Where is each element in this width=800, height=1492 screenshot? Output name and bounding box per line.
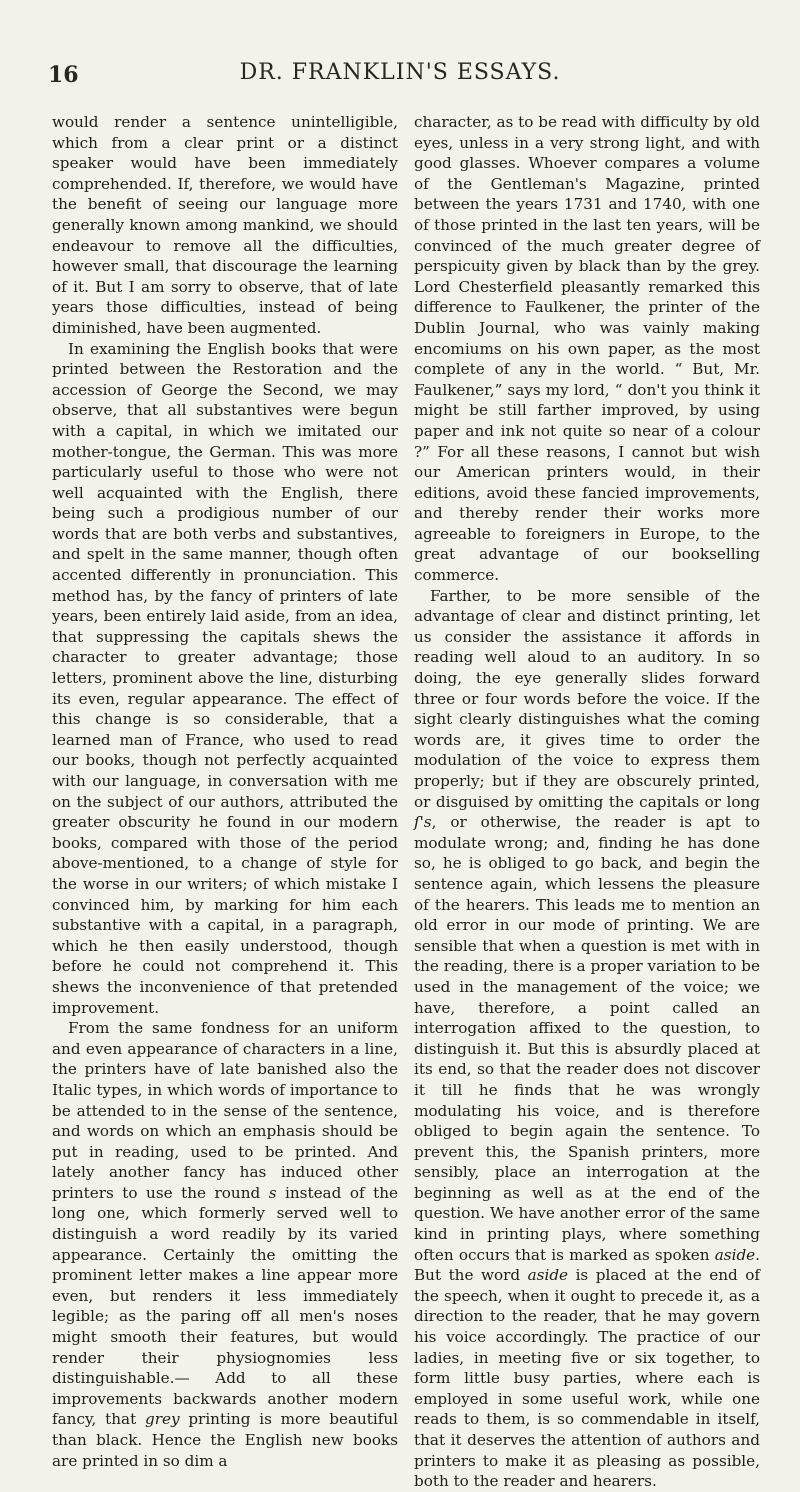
- text-run: . But the word: [414, 1245, 760, 1285]
- running-title: DR. FRANKLIN'S ESSAYS.: [239, 60, 561, 85]
- paragraph-italic-types: [52, 1018, 398, 1471]
- italic-round-s: s: [268, 1183, 277, 1202]
- paragraph-chesterfield: character, as to be read with difficulty by old eyes, unless in a very strong light, and with good glasses. Whoever compares a volume of the Gentleman's Magazine, printed between the years 1731 and 1740, with one of those printed in the last ten years, will be convinced of the much greater degree of perspicuity given by black than by the grey. Lord Chesterfield pleasantly remarked this difference to Faulkener, the printer of the Dublin Journal, who was vainly making encomiums on his own paper, as the most complete of any in the world. “ But, Mr. Faulkener,” says my lord, “ don't you think it might be still farther improved, by using paper and ink not quite so near of a colour ?” For all these reasons, I cannot but wish our American printers would, in their editions, avoid these fancied improvements, and thereby render their works more agreeable to foreigners in Europe, to the great advantage of our bookselling commerce.: [414, 113, 760, 585]
- text-run: instead of the long one, which formerly served well to distinguish a word readily by its varied appearance. Certainly the omitting the prominent letter makes a line appear more even, but renders it less immediately legible; as the paring off all men's noses might smooth their features, but would render their physiognomies less distinguishable.— Add to all these improvements backwards another modern fancy, that: [52, 1183, 398, 1429]
- paragraph-reading-aloud: [414, 586, 760, 1492]
- paragraph-unintelligible: would render a sentence unintelligible, which from a clear print or a distinct speaker would have been immediately comprehended. If, therefore, we would have the benefit of seeing our language more generally known among mankind, we should endeavour to remove all the difficulties, however small, that discourage the learning of it. But I am sorry to observe, that of late years those difficulties, instead of being diminished, have been augmented.: [52, 113, 398, 337]
- italic-long-s: ſ's: [414, 813, 432, 832]
- left-column: [52, 112, 398, 1471]
- text-run: printing is more beautiful than black. Hence the English new books are printed in so dim a: [52, 1410, 398, 1470]
- text-run: , or otherwise, the reader is apt to modulate wrong; and, finding he has done so, he is obliged to go back, and begin the sentence again, which lessens the pleasure of the hearers. This leads me to mention an old error in our mode of printing. We are sensible that when a question is met with in the reading, there is a proper variation to be used in the management of the voice; we have, therefore, a point called an interrogation affixed to the question, to distinguish it. But this is absurdly placed at its end, so that the reader does not discover it till he finds that he was wrongly modulating his voice, and is therefore obliged to begin again the sentence. To prevent this, the Spanish printers, more sensibly, place an interrogation at the beginning as well as at the end of the question. We have another error of the same kind in printing plays, where something often occurs that is marked as spoken: [414, 813, 760, 1264]
- italic-grey: grey: [144, 1410, 180, 1429]
- text-run: is placed at the end of the speech, when it ought to precede it, as a direction to the reader, that he may govern his voice accordingly. The practice of our ladies, in meeting five or six together, to form little busy parties, where each is employed in some useful work, while one reads to them, is so commendable in itself, that it deserves the attention of authors and printers to make it as pleasing as possible, both to the reader and hearers.: [414, 1266, 760, 1491]
- right-column: [414, 112, 760, 1492]
- paragraph-capitals: In examining the English books that were printed between the Restoration and the accession of George the Second, we may observe, that all substantives were begun with a capital, in which we imitated our mother-tongue, the German. This was more particularly useful to those who were not well acquainted with the English, there being such a prodigious number of our words that are both verbs and substantives, and spelt in the same manner, though often accented differently in pronunciation. This method has, by the fancy of printers of late years, been entirely laid aside, from an idea, that suppressing the capitals shews the character to greater advantage; those letters, prominent above the line, disturbing its even, regular appearance. The effect of this change is so considerable, that a learned man of France, who used to read our books, though not perfectly acquainted with our language, in conversation with me on the subject of our authors, attributed the greater obscurity he found in our modern books, compared with those of the period above-mentioned, to a change of style for the worse in our writers; of which mistake I convinced him, by marking for him each substantive with a capital, in a paragraph, which he then easily understood, though before he could not comprehend it. This shews the inconvenience of that pretended improvement.: [52, 339, 398, 1017]
- text-run: Farther, to be more sensible of the advantage of clear and distinct printing, let us consider the assistance it affords in reading well aloud to an auditory. In so doing, the eye generally slides forward three or four words before the voice. If the sight clearly distinguishes what the coming words are, it gives time to order the modulation of the voice to express them properly; but if they are obscurely printed, or disguised by omitting the capitals or long: [414, 586, 760, 811]
- italic-aside: aside: [714, 1245, 756, 1264]
- text-run: From the same fondness for an uniform and even appearance of characters in a line, the printers have of late banished also the Italic types, in which words of importance to be attended to in the sense of the sentence, and words on which an emphasis should be put in reading, used to be printed. And lately another fancy has induced other printers to use the round: [52, 1019, 398, 1202]
- page-number: 16: [48, 62, 79, 88]
- italic-aside: aside: [527, 1266, 569, 1285]
